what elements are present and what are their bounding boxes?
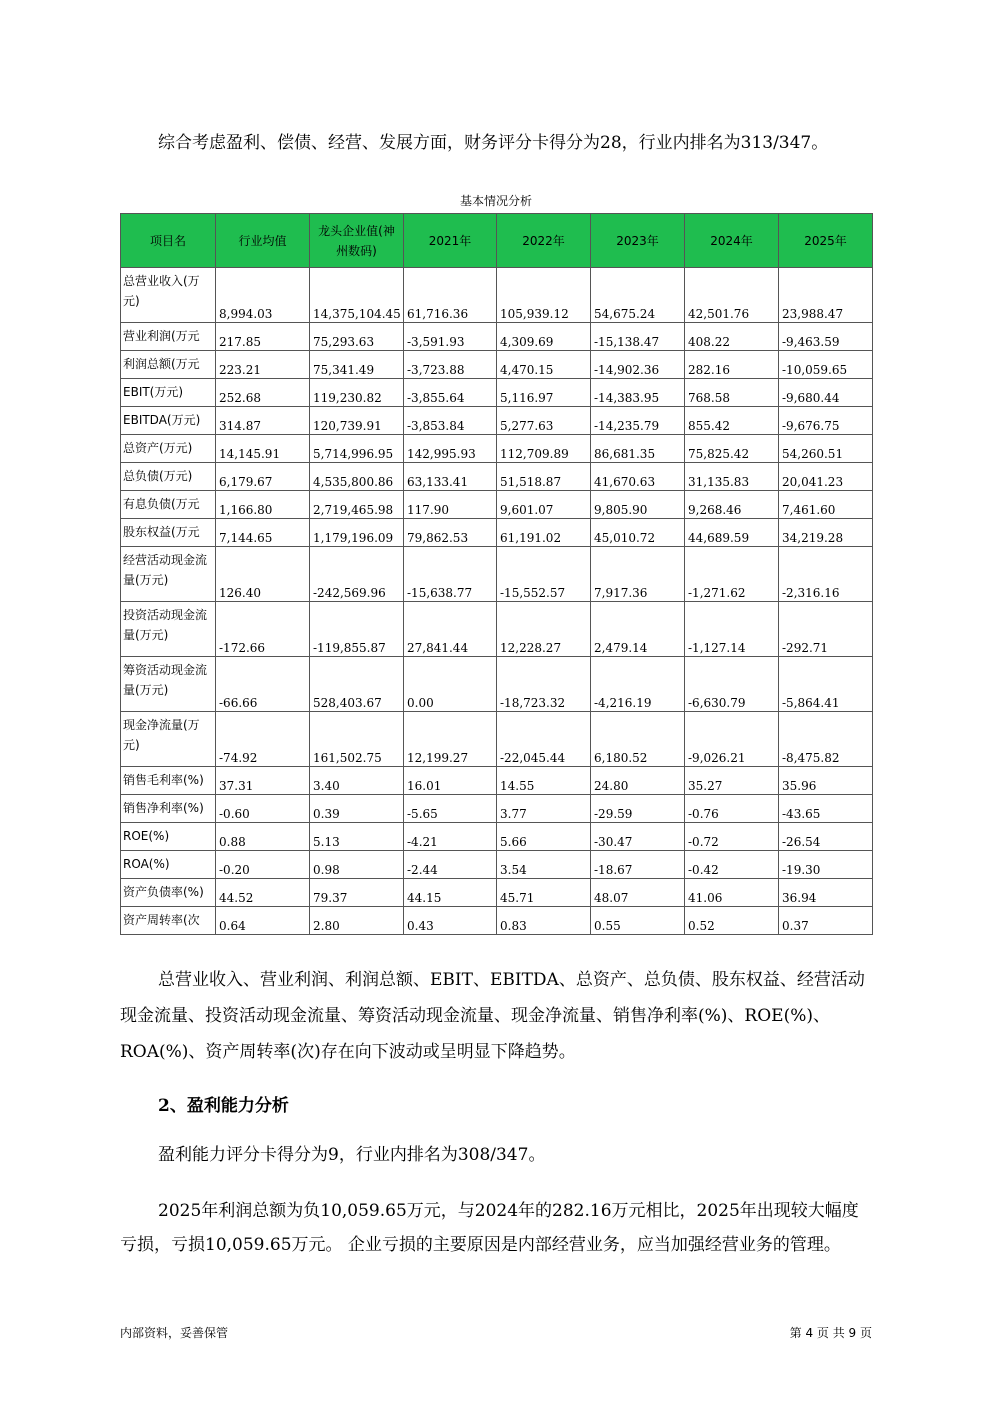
row-value: 63,133.41: [404, 463, 497, 491]
table-row: [121, 519, 873, 547]
row-value: -5,864.41: [779, 657, 873, 712]
row-value: 112,709.89: [497, 435, 591, 463]
table-row: [121, 657, 873, 712]
row-value: 45,010.72: [591, 519, 685, 547]
row-value: 9,805.90: [591, 491, 685, 519]
row-label: 资产周转率(次: [121, 907, 216, 935]
row-value: 75,341.49: [310, 351, 404, 379]
row-label: 投资活动现金流量(万元): [121, 602, 216, 657]
trend-paragraph: 总营业收入、营业利润、利润总额、EBIT、EBITDA、总资产、总负债、股东权益、经营活动现金流量、投资活动现金流量、筹资活动现金流量、现金净流量、销售净利率(%)、ROE(%)、ROA(%)、资产周转率(次)存在向下波动或呈明显下降趋势。: [120, 970, 865, 1062]
row-value: 24.80: [591, 767, 685, 795]
row-value: -1,271.62: [685, 547, 779, 602]
row-value: 12,228.27: [497, 602, 591, 657]
row-value: 282.16: [685, 351, 779, 379]
row-value: -4.21: [404, 823, 497, 851]
row-value: 4,470.15: [497, 351, 591, 379]
row-value: 86,681.35: [591, 435, 685, 463]
row-value: -2,316.16: [779, 547, 873, 602]
header-2021: 2021年: [404, 214, 497, 268]
row-value: 44.52: [216, 879, 310, 907]
row-label: 销售毛利率(%): [121, 767, 216, 795]
row-value: -0.72: [685, 823, 779, 851]
row-label: 筹资活动现金流量(万元): [121, 657, 216, 712]
row-value: 9,268.46: [685, 491, 779, 519]
row-value: 16.01: [404, 767, 497, 795]
row-value: -4,216.19: [591, 657, 685, 712]
row-value: -19.30: [779, 851, 873, 879]
table-row: [121, 795, 873, 823]
row-value: 45.71: [497, 879, 591, 907]
row-value: 217.85: [216, 323, 310, 351]
table-row: [121, 602, 873, 657]
header-leader-value: 龙头企业值(神州数码): [310, 214, 404, 268]
row-label: EBITDA(万元): [121, 407, 216, 435]
row-value: -43.65: [779, 795, 873, 823]
row-label: ROE(%): [121, 823, 216, 851]
table-row: [121, 907, 873, 935]
table-row: [121, 323, 873, 351]
row-value: 0.00: [404, 657, 497, 712]
row-value: -29.59: [591, 795, 685, 823]
row-value: 768.58: [685, 379, 779, 407]
row-value: 3.77: [497, 795, 591, 823]
row-value: -0.20: [216, 851, 310, 879]
row-label: ROA(%): [121, 851, 216, 879]
row-value: 23,988.47: [779, 268, 873, 323]
row-value: 37.31: [216, 767, 310, 795]
row-value: -5.65: [404, 795, 497, 823]
row-value: 36.94: [779, 879, 873, 907]
footer-page-number: 第 4 页 共 9 页: [789, 1326, 872, 1340]
row-value: 44.15: [404, 879, 497, 907]
row-value: -2.44: [404, 851, 497, 879]
row-value: 7,917.36: [591, 547, 685, 602]
table-row: [121, 435, 873, 463]
row-value: -18,723.32: [497, 657, 591, 712]
header-industry-avg: 行业均值: [216, 214, 310, 268]
row-value: -3,855.64: [404, 379, 497, 407]
row-value: -14,383.95: [591, 379, 685, 407]
row-value: 855.42: [685, 407, 779, 435]
row-value: 7,144.65: [216, 519, 310, 547]
row-value: 120,739.91: [310, 407, 404, 435]
row-value: 5,714,996.95: [310, 435, 404, 463]
row-value: -9,026.21: [685, 712, 779, 767]
row-value: 54,260.51: [779, 435, 873, 463]
row-value: 119,230.82: [310, 379, 404, 407]
row-value: -74.92: [216, 712, 310, 767]
row-value: -9,676.75: [779, 407, 873, 435]
row-value: 48.07: [591, 879, 685, 907]
row-value: -3,723.88: [404, 351, 497, 379]
table-row: [121, 547, 873, 602]
table-row: [121, 268, 873, 323]
row-value: 4,535,800.86: [310, 463, 404, 491]
row-value: 20,041.23: [779, 463, 873, 491]
row-value: 44,689.59: [685, 519, 779, 547]
row-value: 9,601.07: [497, 491, 591, 519]
row-value: 314.87: [216, 407, 310, 435]
row-value: 5.66: [497, 823, 591, 851]
row-value: 0.83: [497, 907, 591, 935]
row-value: 5.13: [310, 823, 404, 851]
row-value: -9,463.59: [779, 323, 873, 351]
row-value: 0.39: [310, 795, 404, 823]
section-heading: 2、盈利能力分析: [158, 1096, 289, 1116]
row-value: 61,716.36: [404, 268, 497, 323]
row-value: 1,179,196.09: [310, 519, 404, 547]
row-value: 161,502.75: [310, 712, 404, 767]
table-row: [121, 407, 873, 435]
header-2022: 2022年: [497, 214, 591, 268]
row-value: -18.67: [591, 851, 685, 879]
row-value: 117.90: [404, 491, 497, 519]
row-value: -1,127.14: [685, 602, 779, 657]
row-value: -292.71: [779, 602, 873, 657]
row-value: 75,293.63: [310, 323, 404, 351]
table-row: [121, 463, 873, 491]
row-value: 252.68: [216, 379, 310, 407]
row-label: 利润总额(万元: [121, 351, 216, 379]
row-value: 54,675.24: [591, 268, 685, 323]
row-label: 股东权益(万元: [121, 519, 216, 547]
row-value: -0.60: [216, 795, 310, 823]
row-value: 79,862.53: [404, 519, 497, 547]
row-label: 资产负债率(%): [121, 879, 216, 907]
row-label: 销售净利率(%): [121, 795, 216, 823]
row-value: 0.98: [310, 851, 404, 879]
row-value: -119,855.87: [310, 602, 404, 657]
table-row: [121, 851, 873, 879]
row-value: -0.76: [685, 795, 779, 823]
row-value: -15,138.47: [591, 323, 685, 351]
table-row: [121, 767, 873, 795]
row-value: -14,902.36: [591, 351, 685, 379]
row-value: 14,145.91: [216, 435, 310, 463]
row-value: 14.55: [497, 767, 591, 795]
table-caption: 基本情况分析: [459, 194, 532, 208]
row-value: 35.27: [685, 767, 779, 795]
row-value: 528,403.67: [310, 657, 404, 712]
row-label: 现金净流量(万元): [121, 712, 216, 767]
row-value: 126.40: [216, 547, 310, 602]
row-value: 3.54: [497, 851, 591, 879]
row-value: -66.66: [216, 657, 310, 712]
row-value: 6,179.67: [216, 463, 310, 491]
row-value: 2,719,465.98: [310, 491, 404, 519]
table-row: [121, 351, 873, 379]
row-value: -9,680.44: [779, 379, 873, 407]
row-value: -26.54: [779, 823, 873, 851]
row-value: 79.37: [310, 879, 404, 907]
table-header-row: [121, 214, 873, 268]
row-value: -6,630.79: [685, 657, 779, 712]
row-label: 总营业收入(万元): [121, 268, 216, 323]
basic-analysis-table: [120, 213, 873, 935]
table-row: [121, 491, 873, 519]
row-value: 223.21: [216, 351, 310, 379]
header-item-name: 项目名: [121, 214, 216, 268]
row-value: 51,518.87: [497, 463, 591, 491]
row-value: 61,191.02: [497, 519, 591, 547]
row-value: 41.06: [685, 879, 779, 907]
row-value: -0.42: [685, 851, 779, 879]
row-value: 35.96: [779, 767, 873, 795]
row-value: 34,219.28: [779, 519, 873, 547]
header-2024: 2024年: [685, 214, 779, 268]
row-value: 408.22: [685, 323, 779, 351]
profit-score-paragraph: 盈利能力评分卡得分为9，行业内排名为308/347。: [158, 1145, 546, 1165]
row-label: 营业利润(万元: [121, 323, 216, 351]
footer-confidential: 内部资料，妥善保管: [120, 1326, 229, 1340]
row-value: -172.66: [216, 602, 310, 657]
table-row: [121, 379, 873, 407]
row-value: 0.64: [216, 907, 310, 935]
row-value: 2,479.14: [591, 602, 685, 657]
row-value: 8,994.03: [216, 268, 310, 323]
row-value: 5,277.63: [497, 407, 591, 435]
row-value: 0.37: [779, 907, 873, 935]
row-value: 27,841.44: [404, 602, 497, 657]
row-label: 有息负债(万元: [121, 491, 216, 519]
intro-paragraph: 综合考虑盈利、偿债、经营、发展方面，财务评分卡得分为28，行业内排名为313/347。: [158, 133, 829, 153]
row-value: -3,591.93: [404, 323, 497, 351]
row-label: 经营活动现金流量(万元): [121, 547, 216, 602]
table-row: [121, 879, 873, 907]
row-value: 1,166.80: [216, 491, 310, 519]
header-2023: 2023年: [591, 214, 685, 268]
header-2025: 2025年: [779, 214, 873, 268]
row-value: 31,135.83: [685, 463, 779, 491]
table-row: [121, 712, 873, 767]
row-value: -30.47: [591, 823, 685, 851]
row-value: -3,853.84: [404, 407, 497, 435]
row-value: 2.80: [310, 907, 404, 935]
row-value: 12,199.27: [404, 712, 497, 767]
row-label: 总资产(万元): [121, 435, 216, 463]
row-value: 5,116.97: [497, 379, 591, 407]
row-value: -10,059.65: [779, 351, 873, 379]
row-value: 0.43: [404, 907, 497, 935]
row-label: 总负债(万元): [121, 463, 216, 491]
row-value: -14,235.79: [591, 407, 685, 435]
row-value: 42,501.76: [685, 268, 779, 323]
row-value: 3.40: [310, 767, 404, 795]
row-value: -22,045.44: [497, 712, 591, 767]
row-value: -15,552.57: [497, 547, 591, 602]
row-value: 75,825.42: [685, 435, 779, 463]
row-value: 7,461.60: [779, 491, 873, 519]
row-value: 14,375,104.45: [310, 268, 404, 323]
row-value: 6,180.52: [591, 712, 685, 767]
row-label: EBIT(万元): [121, 379, 216, 407]
row-value: 0.52: [685, 907, 779, 935]
row-value: 41,670.63: [591, 463, 685, 491]
row-value: 0.55: [591, 907, 685, 935]
row-value: -242,569.96: [310, 547, 404, 602]
row-value: 142,995.93: [404, 435, 497, 463]
table-row: [121, 823, 873, 851]
row-value: -15,638.77: [404, 547, 497, 602]
row-value: 4,309.69: [497, 323, 591, 351]
row-value: 105,939.12: [497, 268, 591, 323]
row-value: 0.88: [216, 823, 310, 851]
profit-detail-paragraph: 2025年利润总额为负10,059.65万元，与2024年的282.16万元相比，2025年出现较大幅度亏损，亏损10,059.65万元。 企业亏损的主要原因是内部经营业务，应当加强经营业务的管理。: [120, 1201, 859, 1255]
row-value: -8,475.82: [779, 712, 873, 767]
